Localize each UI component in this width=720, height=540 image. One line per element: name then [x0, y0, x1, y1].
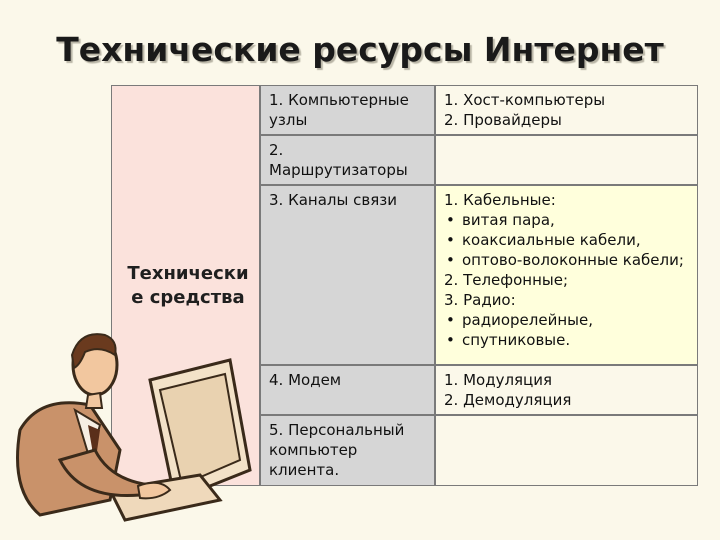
- bullet-item: • оптово-волоконные кабели;: [444, 250, 689, 270]
- table-cell-detail: [435, 185, 698, 365]
- table-cell-item: 5. Персональный компьютер клиента.: [260, 415, 435, 486]
- bullet-item: • коаксиальные кабели,: [444, 230, 689, 250]
- detail-line: 1. Кабельные:: [444, 191, 556, 209]
- table-cell-item: 1. Компьютерные узлы: [260, 85, 435, 135]
- category-label: Технически е средства: [127, 263, 249, 308]
- detail-line: 2. Провайдеры: [444, 111, 562, 129]
- man-at-computer-icon: [0, 300, 260, 540]
- table-cell-detail: [435, 85, 698, 135]
- bullet-item: • витая пара,: [444, 210, 689, 230]
- detail-line: 2. Демодуляция: [444, 391, 572, 409]
- table-cell-item: 3. Каналы связи: [260, 185, 435, 365]
- table-cell-detail: [435, 135, 698, 185]
- resources-table: [260, 85, 698, 486]
- bullet-item: • спутниковые.: [444, 330, 689, 350]
- table-cell-detail: [435, 415, 698, 486]
- detail-line: 1. Модуляция: [444, 371, 553, 389]
- table-cell-item: 2. Маршрутизаторы: [260, 135, 435, 185]
- bullet-item: • радиорелейные,: [444, 310, 689, 330]
- table-cell-detail: [435, 365, 698, 415]
- detail-line: 2. Телефонные;: [444, 271, 569, 289]
- detail-line: 3. Радио:: [444, 291, 516, 309]
- table-cell-item: 4. Модем: [260, 365, 435, 415]
- detail-line: 1. Хост-компьютеры: [444, 91, 606, 109]
- slide-title: Технические ресурсы Интернет: [56, 30, 664, 69]
